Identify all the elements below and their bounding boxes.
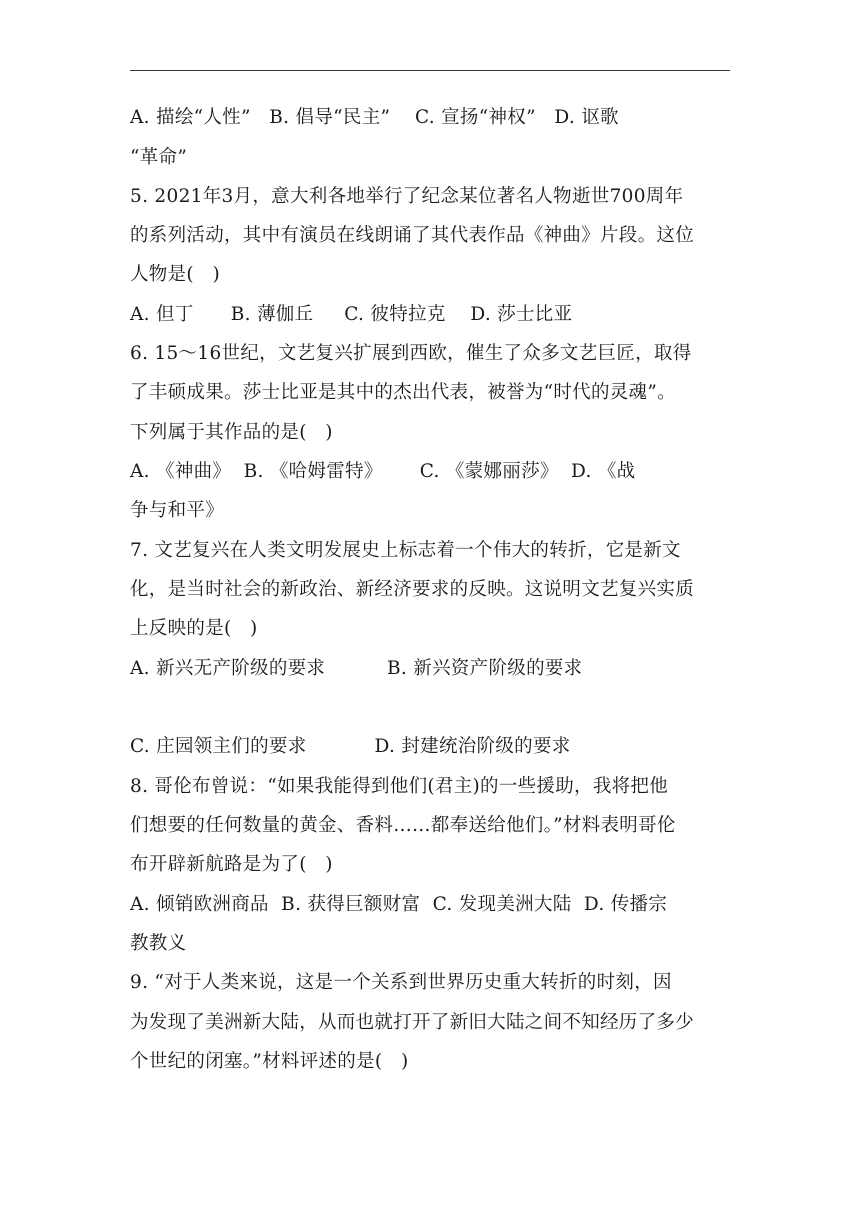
q4-options-line-1: A. 描绘“人性” B. 倡导“民主” C. 宣扬“神权” D. 讴歌 <box>130 107 619 128</box>
q6-stem-line-3: 下列属于其作品的是( ) <box>130 422 333 443</box>
q7-stem-line-1: 7. 文艺复兴在人类文明发展史上标志着一个伟大的转折，它是新文 <box>130 540 681 561</box>
q7-stem-line-2: 化，是当时社会的新政治、新经济要求的反映。这说明文艺复兴实质 <box>130 579 695 600</box>
q4-options-line-2: “革命” <box>130 147 188 168</box>
q6-stem-line-2: 了丰硕成果。莎士比亚是其中的杰出代表，被誉为“时代的灵魂”。 <box>130 382 676 403</box>
q9-stem-line-2: 为发现了美洲新大陆，从而也就打开了新旧大陆之间不知经历了多少 <box>130 1012 695 1033</box>
header-rule <box>130 70 730 71</box>
q8-options-line-2: 教教义 <box>130 933 187 954</box>
q6-options-line-1: A. 《神曲》 B. 《哈姆雷特》 C. 《蒙娜丽莎》 D. 《战 <box>130 461 636 482</box>
q7-options-ab: A. 新兴无产阶级的要求 B. 新兴资产阶级的要求 <box>130 658 583 679</box>
q6-stem-line-1: 6. 15～16世纪，文艺复兴扩展到西欧，催生了众多文艺巨匠，取得 <box>130 343 692 364</box>
q5-stem-line-1: 5. 2021年3月，意大利各地举行了纪念某位著名人物逝世700周年 <box>130 186 684 207</box>
q6-options-line-2: 争与和平》 <box>130 500 225 521</box>
q9-stem-line-1: 9. “对于人类来说，这是一个关系到世界历史重大转折的时刻，因 <box>130 972 672 993</box>
q7-stem-line-3: 上反映的是( ) <box>130 618 258 639</box>
q9-stem-line-3: 个世纪的闭塞。”材料评述的是( ) <box>130 1051 409 1072</box>
q8-stem-line-2: 们想要的任何数量的黄金、香料……都奉送给他们。”材料表明哥伦 <box>130 815 676 836</box>
q5-options: A. 但丁 B. 薄伽丘 C. 彼特拉克 D. 莎士比亚 <box>130 304 573 325</box>
q8-options-line-1: A. 倾销欧洲商品 B. 获得巨额财富 C. 发现美洲大陆 D. 传播宗 <box>130 894 668 915</box>
q5-stem-line-3: 人物是( ) <box>130 264 220 285</box>
q8-stem-line-3: 布开辟新航路是为了( ) <box>130 854 333 875</box>
q8-stem-line-1: 8. 哥伦布曾说：“如果我能得到他们(君主)的一些援助，我将把他 <box>130 776 669 797</box>
q5-stem-line-2: 的系列活动，其中有演员在线朗诵了其代表作品《神曲》片段。这位 <box>130 225 695 246</box>
q7-options-cd: C. 庄园领主们的要求 D. 封建统治阶级的要求 <box>130 736 571 757</box>
